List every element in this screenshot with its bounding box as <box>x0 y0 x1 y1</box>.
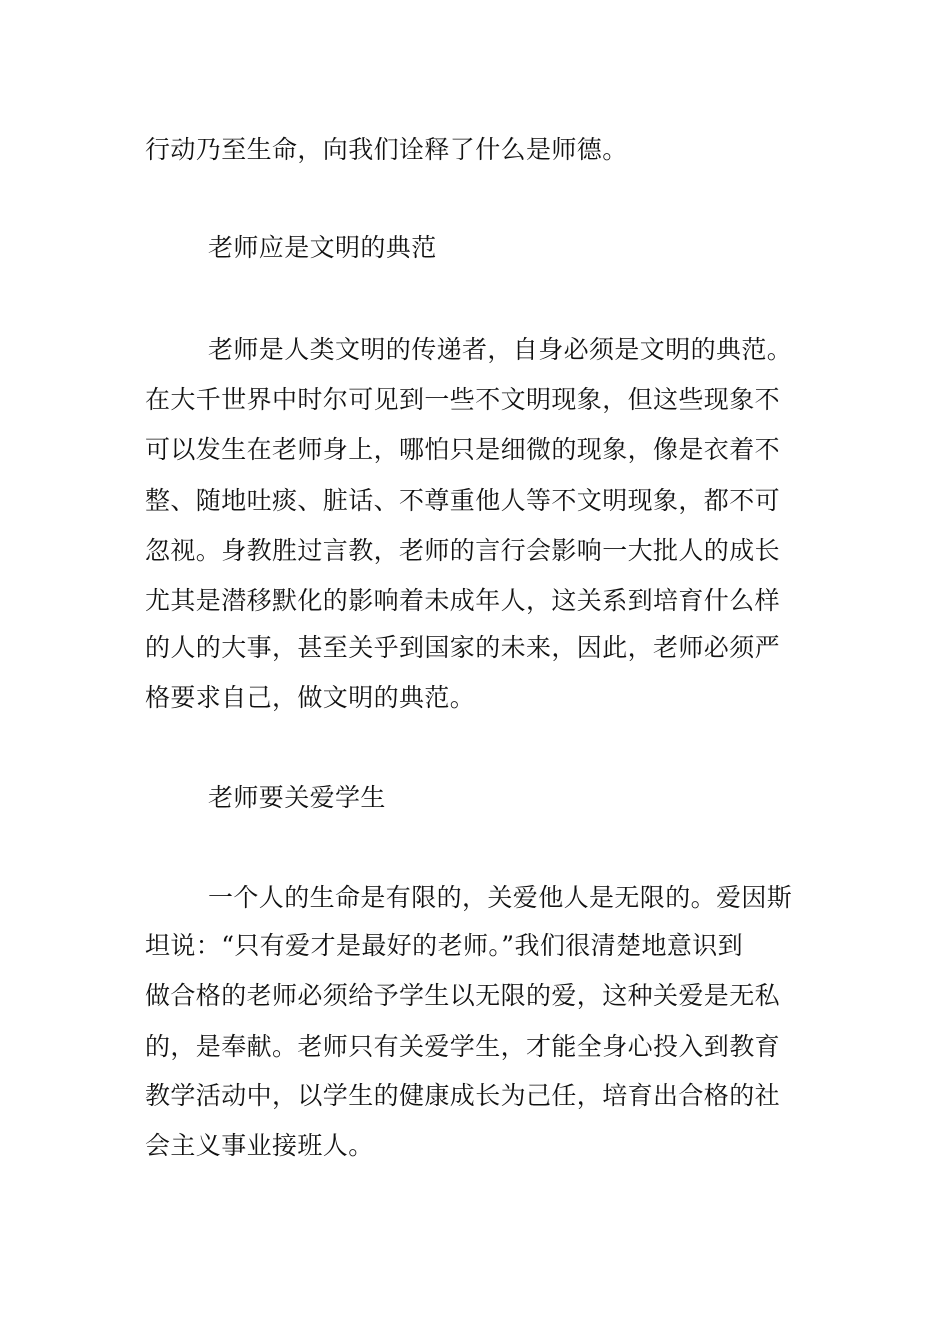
paragraph-line: 做合格的老师必须给予学生以无限的爱，这种关爱是无私 <box>145 981 781 1010</box>
paragraph-line: 尤其是潜移默化的影响着未成年人，这关系到培育什么样 <box>145 586 781 615</box>
paragraph-line: 在大千世界中时尔可见到一些不文明现象，但这些现象不 <box>145 385 781 414</box>
paragraph-line: 一个人的生命是有限的，关爱他人是无限的。爱因斯 <box>208 883 793 912</box>
paragraph-line: 老师是人类文明的传递者，自身必须是文明的典范。 <box>208 335 793 364</box>
paragraph-continuation-line: 行动乃至生命，向我们诠释了什么是师德。 <box>145 135 628 164</box>
paragraph-line: 可以发生在老师身上，哪怕只是细微的现象，像是衣着不 <box>145 435 781 464</box>
paragraph-line: 忽视。身教胜过言教，老师的言行会影响一大批人的成长 <box>145 536 781 565</box>
paragraph-line: 的，是奉献。老师只有关爱学生，才能全身心投入到教育 <box>145 1032 781 1061</box>
paragraph-line: 教学活动中，以学生的健康成长为己任，培育出合格的社 <box>145 1081 781 1110</box>
paragraph-line: 整、随地吐痰、脏话、不尊重他人等不文明现象，都不可 <box>145 486 781 515</box>
paragraph-line: 坦说：“只有爱才是最好的老师。”我们很清楚地意识到 <box>145 931 744 960</box>
paragraph-line: 会主义事业接班人。 <box>145 1131 374 1160</box>
paragraph-line: 格要求自己，做文明的典范。 <box>145 683 476 712</box>
section-heading-care-students: 老师要关爱学生 <box>208 783 386 812</box>
paragraph-line: 的人的大事，甚至关乎到国家的未来，因此，老师必须严 <box>145 633 781 662</box>
section-heading-civilization: 老师应是文明的典范 <box>208 233 437 262</box>
